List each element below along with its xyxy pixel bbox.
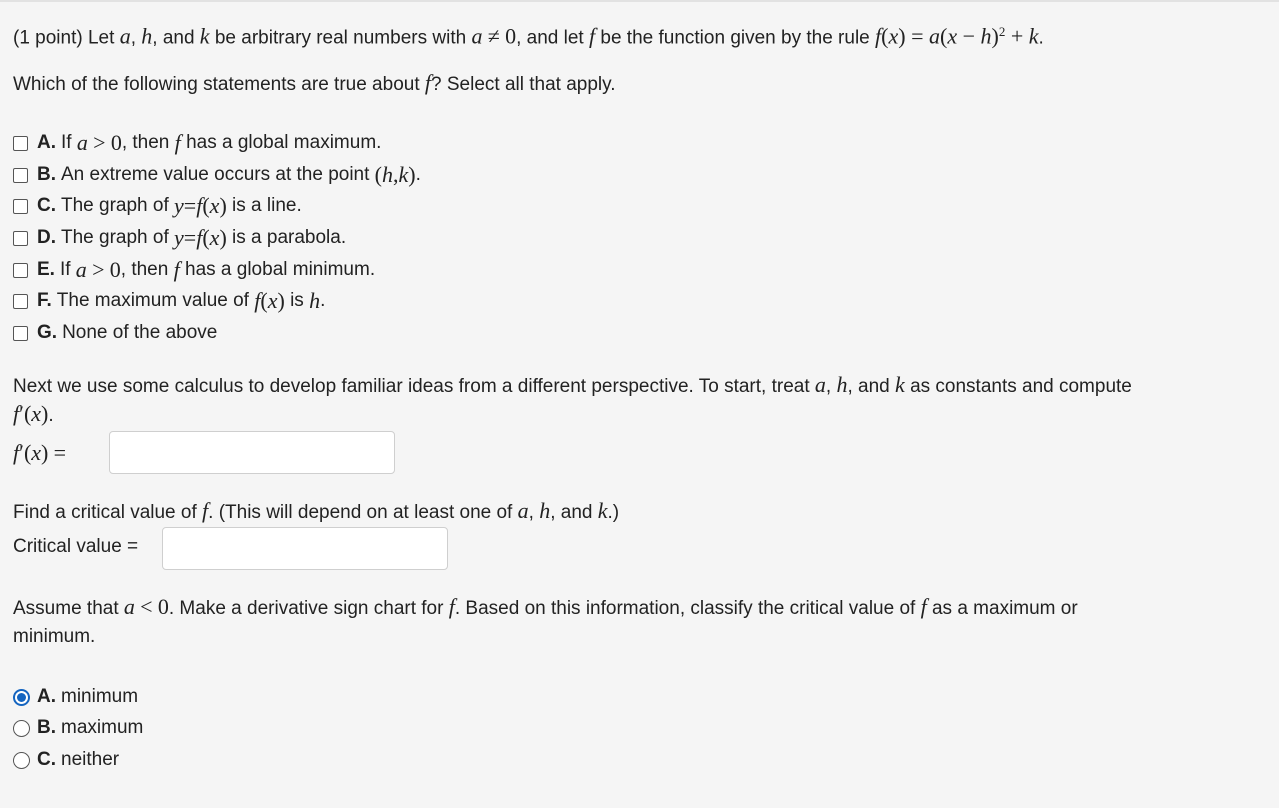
checkbox-option-c[interactable]: C. The graph of y = f ( x ) is a line. bbox=[13, 194, 302, 218]
q4-prompt: Assume that a < 0. Make a derivative sign chart for f. Based on this information, classify the critical value of f as a maximum or bbox=[13, 594, 1078, 619]
checkbox-option-a[interactable]: A. If a > 0 , then f has a global maximum. bbox=[13, 131, 381, 155]
checkbox-option-f[interactable]: F. The maximum value of f ( x ) is h . bbox=[13, 289, 325, 313]
checkbox-option-g[interactable]: G. None of the above bbox=[13, 321, 217, 345]
checkbox-d[interactable] bbox=[13, 231, 28, 246]
rule-formula: f bbox=[875, 23, 882, 49]
q2-prompt: Next we use some calculus to develop familiar ideas from a different perspective. To start, treat a, h, and k as constants and compute bbox=[13, 372, 1132, 397]
radio-option-b[interactable]: B. maximum bbox=[13, 716, 143, 740]
checkbox-c[interactable] bbox=[13, 199, 28, 214]
q2-prompt-cont: f′(x). bbox=[13, 401, 54, 426]
checkbox-e[interactable] bbox=[13, 263, 28, 278]
derivative-input[interactable] bbox=[109, 431, 395, 474]
radio-c[interactable] bbox=[13, 752, 30, 769]
problem-intro: (1 point) Let a, h, and k be arbitrary real numbers with a ≠ 0, and let f be the function given by the rule $f(x) = a(x - h)^2 + k$. bbox=[13, 23, 1044, 49]
checkbox-g[interactable] bbox=[13, 326, 28, 341]
points-label: (1 point) bbox=[13, 27, 83, 49]
radio-option-c[interactable]: C. neither bbox=[13, 748, 119, 772]
checkbox-f[interactable] bbox=[13, 294, 28, 309]
checkbox-b[interactable] bbox=[13, 168, 28, 183]
derivative-label: f′(x) = bbox=[13, 440, 67, 465]
radio-a[interactable] bbox=[13, 689, 30, 706]
critical-value-input[interactable] bbox=[162, 527, 448, 570]
checkbox-a[interactable] bbox=[13, 136, 28, 151]
q3-prompt: Find a critical value of f. (This will depend on at least one of a, h, and k.) bbox=[13, 498, 620, 523]
radio-b[interactable] bbox=[13, 720, 30, 737]
top-divider bbox=[0, 0, 1279, 2]
checkbox-option-e[interactable]: E. If a > 0 , then f has a global minimum. bbox=[13, 258, 375, 282]
checkbox-option-d[interactable]: D. The graph of y = f ( x ) is a parabola. bbox=[13, 226, 346, 250]
q4-prompt-cont: minimum. bbox=[13, 626, 96, 647]
radio-option-a[interactable]: A. minimum bbox=[13, 685, 138, 709]
checkbox-option-b[interactable]: B. An extreme value occurs at the point ( h , k ) . bbox=[13, 163, 421, 187]
q1-prompt: Which of the following statements are true about f? Select all that apply. bbox=[13, 70, 616, 95]
critical-value-label: Critical value = bbox=[13, 536, 139, 557]
